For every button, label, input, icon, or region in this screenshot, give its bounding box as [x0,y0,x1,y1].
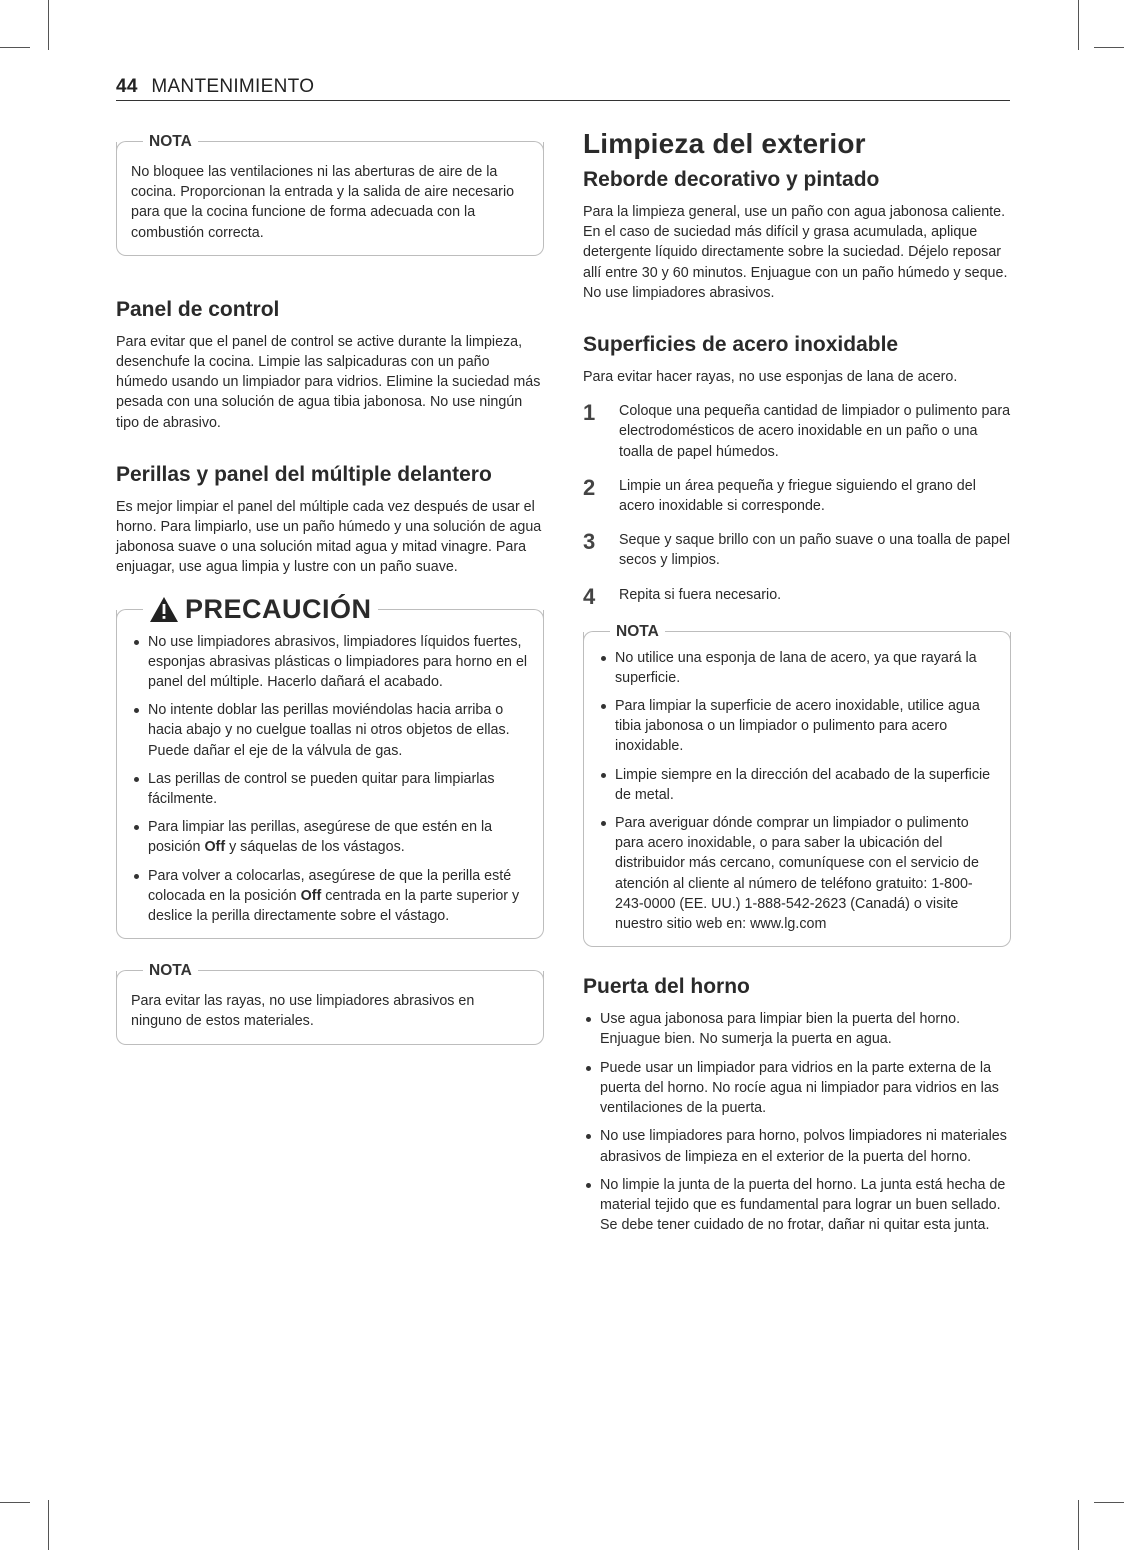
note-title: NOTA [616,622,659,640]
section-knobs [116,463,544,578]
box-rule [198,141,544,152]
list-item: No utilice una esponja de lana de acero, ya que rayará la superficie. [598,648,996,688]
note-box-steel [583,622,1011,948]
box-rule [378,609,544,626]
step-number: 2 [583,474,596,500]
crop-mark [1094,1502,1124,1503]
step-item [583,530,1011,570]
item-text: Para limpiar las perillas, asegúrese de que estén en la posición [148,819,493,856]
list-item: Puede usar un limpiador para vidrios en la parte externa de la puerta del horno. No rocíe agua ni limpiador para vidrios en las ventilaciones de la puerta. [583,1058,1011,1119]
section-heading: Perillas y panel del múltiple delantero [116,462,492,486]
box-rule [665,631,1011,642]
step-text: Limpie un área pequeña y friegue siguiendo el grano del acero inoxidable si corresponde. [619,477,976,515]
note-title-bar [116,961,544,981]
section-steel [583,333,1011,608]
step-item [583,401,1011,462]
crop-mark [0,47,30,48]
crop-mark [1078,1500,1079,1550]
caution-title-text: PRECAUCIÓN [185,594,372,625]
warning-icon [149,596,179,623]
box-corner [583,631,610,642]
left-column [116,130,544,1045]
crop-mark [1094,47,1124,48]
crop-mark [48,0,49,50]
section-text: Para la limpieza general, use un paño con agua jabonosa caliente. En el caso de suciedad más difícil y grasa acumulada, aplique detergente líquido directamente sobre la suciedad. Déjelo reposar allí entre 30 y 60 minutos. Enjuague con un paño húmedo y seque. No use limpiadores abrasivos. [583,204,1008,301]
step-item [583,585,1011,608]
section-heading: Panel de control [116,297,280,321]
section-heading: Reborde decorativo y pintado [583,168,880,191]
list-item: Use agua jabonosa para limpiar bien la puerta del horno. Enjuague bien. No sumerja la puerta en agua. [583,1009,1011,1049]
caution-title-bar [116,594,544,626]
note-list [598,648,996,935]
item-text: y sáquelas de los vástagos. [225,839,405,856]
note-title-bar [583,622,1011,642]
crop-mark [48,1500,49,1550]
page-number: 44 [116,76,138,97]
list-item: No intente doblar las perillas moviéndolas hacia arriba o hacia abajo y no cuelgue toallas ni otros objetos de ellas. Puede dañar el eje de la válvula de gas. [131,700,529,761]
door-list [583,1009,1011,1235]
section-trim [583,168,1011,303]
step-number: 3 [583,529,596,555]
caution-title [143,594,378,625]
list-item [131,817,529,857]
item-text: Para volver a colocarlas, asegúrese de que la perilla esté colocada en la posición [148,867,512,904]
box-rule [198,970,544,981]
note-text: Para evitar las rayas, no use limpiadores abrasivos en ninguno de estos materiales. [131,993,475,1030]
note-box-scratches [116,962,544,1044]
section-text: Para evitar que el panel de control se active durante la limpieza, desenchufe la cocina. Limpie las salpicaduras con un paño húmedo usando un limpiador para vidrios. Elimine la suciedad más pesada con una solución de agua tibia jabonosa. No use ningún tipo de abrasivo. [116,333,541,431]
note-title: NOTA [149,962,192,980]
list-item: No limpie la junta de la puerta del horno. La junta está hecha de material tejido que es fundamental para lograr un buen sellado. Se debe tener cuidado de no frotar, dañar ni quitar esta junta. [583,1175,1011,1236]
section-heading: Puerta del horno [583,975,750,999]
right-column [583,128,1011,1243]
step-number: 4 [583,583,596,609]
step-text: Seque y saque brillo con un paño suave o una toalla de papel secos y limpios. [619,532,1011,569]
box-corner [116,141,143,152]
item-text: centrada en la parte superior y deslice la perilla directamente sobre el vástago. [148,887,520,925]
caution-list [131,632,529,927]
note-box-vents [116,133,544,256]
box-corner [116,970,143,981]
note-title: NOTA [149,133,192,150]
list-item: Para averiguar dónde comprar un limpiador o pulimento para acero inoxidable, o para saber la ubicación del distribuidor más cercano, comuníquese con el servicio de atención al cliente al número de teléfono gratuito: 1-800-243-0000 (EE. UU.) 1-888-542-2623 (Canadá) o visite nuestro sitio web en: www.lg.com [598,813,996,934]
section-title: MANTENIMIENTO [151,76,315,97]
note-title-bar [116,132,544,152]
list-item: Las perillas de control se pueden quitar para limpiarlas fácilmente. [131,769,529,809]
box-corner [116,609,143,626]
step-item [583,476,1011,516]
page-title: Limpieza del exterior [583,128,866,159]
section-text: Es mejor limpiar el panel del múltiple cada vez después de usar el horno. Para limpiarlo, use un paño húmedo y una solución de agua jabonosa suave o una solución mitad agua y mitad vinagre. Para enjuagar, use agua limpia y lustre con un paño suave. [116,498,542,576]
list-item: No use limpiadores para horno, polvos limpiadores ni materiales abrasivos de limpieza en el exterior de la puerta del horno. [583,1126,1011,1166]
section-door [583,975,1011,1235]
crop-mark [0,1502,30,1503]
step-text: Repita si fuera necesario. [619,586,782,603]
note-text: No bloquee las ventilaciones ni las aberturas de aire de la cocina. Proporcionan la entrada y la salida de aire necesario para que la cocina funcione de forma adecuada con la combustión correcta. [131,164,515,241]
list-item: Para limpiar la superficie de acero inoxidable, utilice agua tibia jabonosa o un limpiador o pulimento para acero inoxidable. [598,696,996,757]
section-heading: Superficies de acero inoxidable [583,333,899,357]
step-number: 1 [583,400,596,426]
caution-box [116,594,544,940]
list-item: Limpie siempre en la dirección del acabado de la superficie de metal. [598,765,996,805]
crop-mark [1078,0,1079,50]
item-bold: Off [204,839,226,856]
section-intro: Para evitar hacer rayas, no use esponjas de lana de acero. [583,369,958,386]
page-header [116,76,1010,101]
list-item: No use limpiadores abrasivos, limpiadores líquidos fuertes, esponjas abrasivas plásticas o limpiadores para horno en el panel del múltiple. Hacerlo dañará el acabado. [131,632,529,693]
list-item [131,866,529,927]
step-text: Coloque una pequeña cantidad de limpiador o pulimento para electrodomésticos de acero inoxidable en un paño o una toalla de papel húmedos. [619,403,1011,460]
section-panel-control [116,298,544,433]
item-bold: Off [300,887,322,904]
steps-list [583,401,1011,607]
